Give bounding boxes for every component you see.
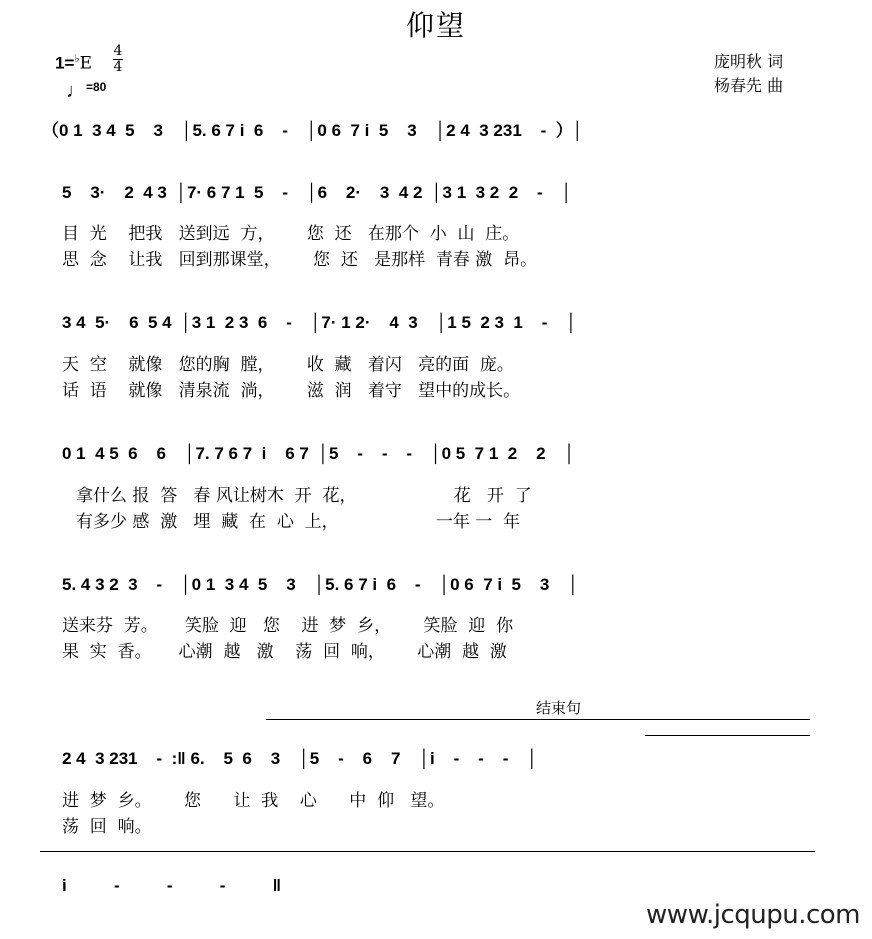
tie-bracket xyxy=(645,735,810,736)
key-signature xyxy=(55,52,92,74)
notation: 2 4 3 231 - :‖ 6. 5 6 3 │5 - 6 7 │i - - - │ xyxy=(62,749,538,768)
quarter-note-icon: ♩ xyxy=(66,80,86,102)
lyrics-verse-2: 话 语 就像 清泉流 淌， 滋 润 着守 望中的成长。 xyxy=(62,381,521,401)
time-signature xyxy=(113,44,123,75)
staff-line-2 xyxy=(0,183,872,217)
meter-top: 4 xyxy=(113,43,123,59)
meter-bottom: 4 xyxy=(113,59,123,75)
staff-line-5 xyxy=(0,575,872,609)
staff-line-6 xyxy=(0,749,872,783)
watermark: www.jcqupu.com xyxy=(646,900,860,930)
lyrics-verse-1: 天 空 就像 您的胸 膛， 收 藏 着闪 亮的面 庞。 xyxy=(62,355,514,375)
lyrics-verse-1: 目 光 把我 送到远 方， 您 还 在那个 小 山 庄。 xyxy=(62,224,520,244)
tie-continuation xyxy=(40,851,815,852)
notation: 5. 4 3 2 3 - │0 1 3 4 5 3 │5. 6 7 i 6 - │0 6 7 i 5 3 │ xyxy=(62,575,579,594)
lyrics-verse-2: 有多少 感 激 埋 藏 在 心 上， 一年 一 年 xyxy=(76,512,521,532)
lyrics-verse-1: 进 梦 乡。 您 让 我 心 中 仰 望。 xyxy=(62,791,445,811)
composer: 杨春先 曲 xyxy=(714,76,784,95)
tempo-marking xyxy=(66,80,106,103)
staff-line-4 xyxy=(0,444,872,478)
song-title: 仰望 xyxy=(405,9,466,42)
ending-label: 结束句 xyxy=(536,699,582,717)
lyrics-verse-2: 荡 回 响。 xyxy=(62,817,152,837)
notation: （0 1 3 4 5 3 │5. 6 7 i 6 - │0 6 7 i 5 3 │2 4 3 231 - ）│ xyxy=(42,121,584,140)
flat-icon: ♭ xyxy=(74,52,80,65)
key-prefix: 1= xyxy=(55,53,75,73)
tempo-value: =80 xyxy=(86,80,107,94)
lyricist: 庞明秋 词 xyxy=(714,52,784,71)
lyrics-verse-2: 果 实 香。 心潮 越 激 荡 回 响， 心潮 越 激 xyxy=(62,642,507,662)
ending-bracket xyxy=(266,719,810,720)
notation: i - - - ‖ xyxy=(62,876,282,895)
staff-line-1 xyxy=(0,116,872,150)
lyrics-verse-1: 送来芬 芳。 笑脸 迎 您 进 梦 乡， 笑脸 迎 你 xyxy=(62,616,514,636)
notation: 0 1 4 5 6 6 │7. 7 6 7 i 6 7 │5 - - - │0 5 7 1 2 2 │ xyxy=(62,444,576,463)
key-letter: E xyxy=(79,53,93,74)
notation: 5 3· 2 4 3 │7· 6 7 1 5 - │6 2· 3 4 2 │3 1 3 2 2 - │ xyxy=(62,183,573,202)
credits xyxy=(714,50,783,98)
lyrics-verse-1: 拿什么 报 答 春 风让树木 开 花， 花 开 了 xyxy=(76,486,532,506)
staff-line-3 xyxy=(0,313,872,347)
lyrics-verse-2: 思 念 让我 回到那课堂， 您 还 是那样 青春 激 昂。 xyxy=(62,250,538,270)
notation: 3 4 5· 6 5 4 │3 1 2 3 6 - │7· 1 2· 4 3 │1 5 2 3 1 - │ xyxy=(62,313,577,332)
